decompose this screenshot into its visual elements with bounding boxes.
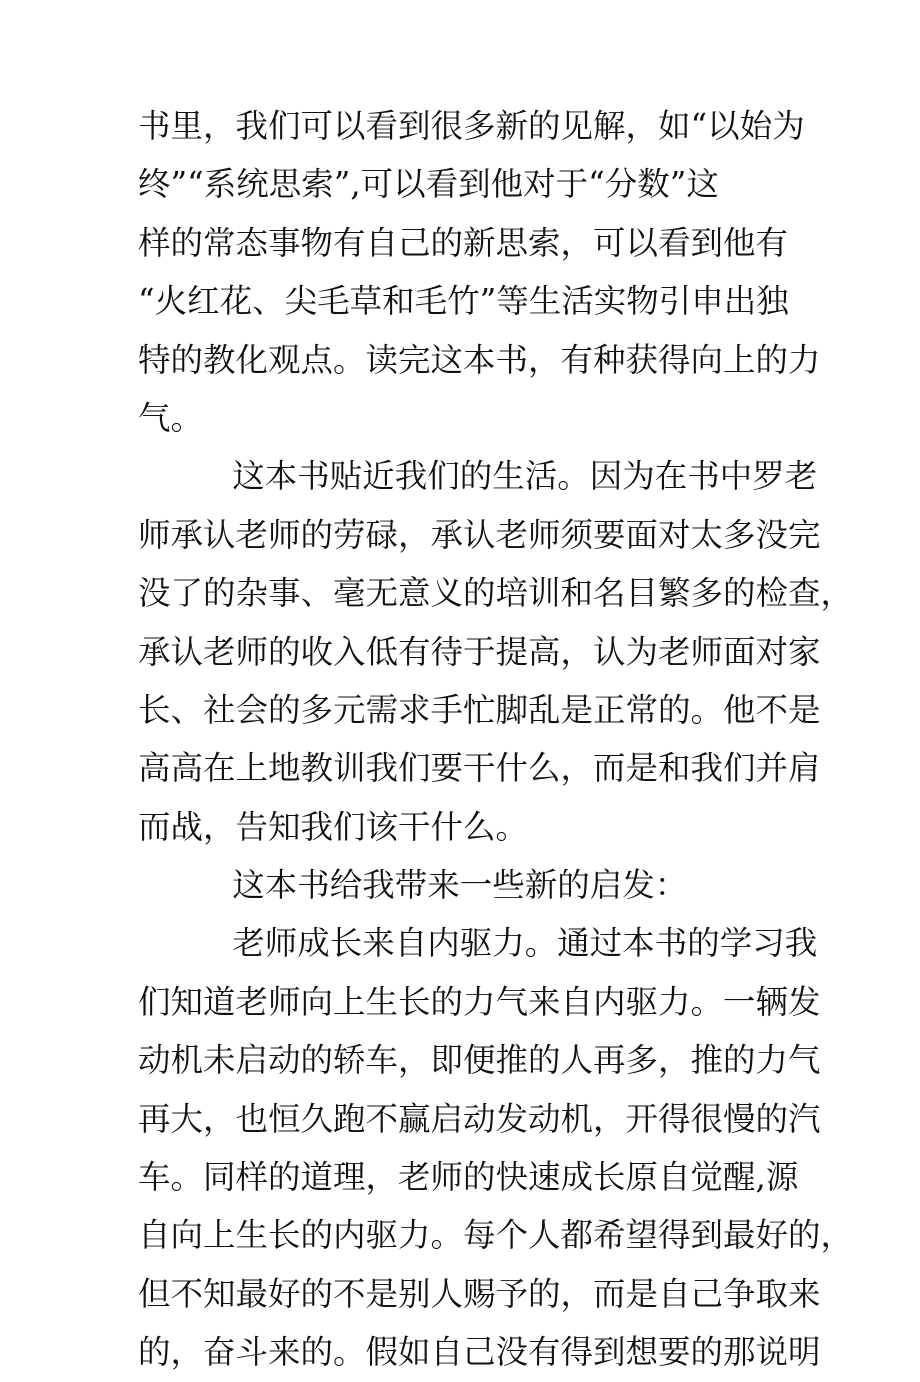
text-line: 自向上生长的内驱力。每个人都希望得到最好的， (138, 1216, 854, 1255)
text-line: 长、社会的多元需求手忙脚乱是正常的。他不是 (138, 690, 821, 729)
text-line: 承认老师的收入低有待于提高，认为老师面对家 (138, 632, 821, 671)
text-line: 特的教化观点。读完这本书，有种获得向上的力 (138, 340, 821, 379)
text-line: 样的常态事物有自己的新思索，可以看到他有 (138, 223, 789, 262)
paragraph-4 (138, 914, 854, 1381)
text-line: 车。同样的道理，老师的快速成长原自觉醒,源 (138, 1158, 799, 1197)
text-line: 而战，告知我们该干什么。 (138, 807, 529, 846)
text-line: 师承认老师的劳碌，承认老师须要面对太多没完 (138, 515, 821, 554)
text-line: 们知道老师向上生长的力气来自内驱力。一辆发 (138, 982, 821, 1021)
text-line: 再大，也恒久跑不赢启动发动机，开得很慢的汽 (138, 1099, 821, 1138)
text-line: 但不知最好的不是别人赐予的，而是自己争取来 (138, 1274, 821, 1313)
paragraph-2 (138, 447, 854, 856)
text-line: 没了的杂事、毫无意义的培训和名目繁多的检查， (138, 574, 854, 613)
text-line: “火红花、尖毛草和毛竹”等生活实物引申出独 (138, 282, 789, 321)
text-line: 动机未启动的轿车，即便推的人再多，推的力气 (138, 1041, 821, 1080)
paragraph-1 (138, 97, 821, 447)
paragraph-3 (138, 856, 788, 914)
document-body (138, 97, 854, 1382)
text-line-indented: 这本书给我带来一些新的启发： (232, 866, 688, 905)
text-line: 高高在上地教训我们要干什么，而是和我们并肩 (138, 749, 821, 788)
text-line: 的，奋斗来的。假如自己没有得到想要的那说明 (138, 1333, 821, 1372)
text-line: 终”“系统思索”,可以看到他对于“分数”这 (138, 165, 719, 204)
text-line: 书里，我们可以看到很多新的见解，如“以始为 (138, 107, 805, 145)
text-line: 气。 (138, 398, 204, 437)
text-line-indented: 这本书贴近我们的生活。因为在书中罗老 (232, 457, 818, 496)
text-line-indented: 老师成长来自内驱力。通过本书的学习我 (232, 924, 818, 963)
